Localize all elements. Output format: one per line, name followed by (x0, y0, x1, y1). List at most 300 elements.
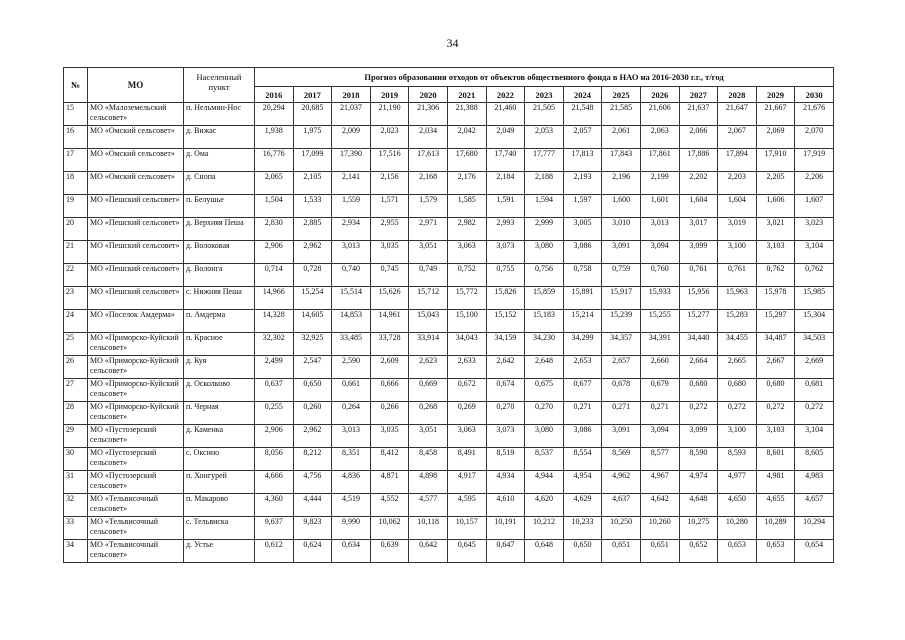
cell-value: 10,294 (795, 517, 834, 540)
cell-settlement: д. Куя (184, 356, 255, 379)
cell-value: 1,600 (602, 195, 641, 218)
cell-value: 9,823 (293, 517, 332, 540)
cell-value: 2,660 (640, 356, 679, 379)
cell-value: 15,978 (756, 287, 795, 310)
cell-value: 1,607 (795, 195, 834, 218)
cell-number: 21 (64, 241, 88, 264)
cell-value: 2,067 (718, 126, 757, 149)
cell-mo: МО «Приморско-Куйский сельсовет» (88, 356, 184, 379)
cell-value: 2,184 (486, 172, 525, 195)
cell-value: 0,648 (525, 540, 564, 563)
cell-value: 4,650 (718, 494, 757, 517)
cell-value: 2,069 (756, 126, 795, 149)
cell-value: 15,043 (409, 310, 448, 333)
cell-value: 3,019 (718, 218, 757, 241)
cell-mo: МО «Малоземельский сельсовет» (88, 103, 184, 126)
cell-value: 10,250 (602, 517, 641, 540)
header-year: 2024 (563, 87, 602, 103)
cell-value: 21,306 (409, 103, 448, 126)
cell-value: 0,271 (563, 402, 602, 425)
cell-value: 15,891 (563, 287, 602, 310)
cell-value: 21,460 (486, 103, 525, 126)
cell-value: 17,099 (293, 149, 332, 172)
cell-mo: МО «Пешский сельсовет» (88, 287, 184, 310)
cell-value: 2,057 (563, 126, 602, 149)
cell-value: 3,073 (486, 425, 525, 448)
cell-value: 0,752 (447, 264, 486, 287)
header-year: 2023 (525, 87, 564, 103)
cell-value: 10,275 (679, 517, 718, 540)
cell-value: 0,674 (486, 379, 525, 402)
cell-mo: МО «Поселок Амдерма» (88, 310, 184, 333)
cell-value: 3,100 (718, 241, 757, 264)
cell-value: 15,514 (332, 287, 371, 310)
cell-value: 34,391 (640, 333, 679, 356)
cell-value: 3,005 (563, 218, 602, 241)
cell-value: 2,906 (255, 425, 294, 448)
header-year: 2026 (640, 87, 679, 103)
table-row (64, 494, 834, 517)
cell-value: 2,547 (293, 356, 332, 379)
header-year: 2021 (447, 87, 486, 103)
table-row (64, 356, 834, 379)
cell-value: 0,680 (718, 379, 757, 402)
cell-value: 0,759 (602, 264, 641, 287)
cell-value: 0,272 (756, 402, 795, 425)
cell-value: 20,685 (293, 103, 332, 126)
cell-settlement: д. Каменка (184, 425, 255, 448)
cell-value: 10,118 (409, 517, 448, 540)
page-number: 34 (446, 36, 459, 50)
cell-value: 15,985 (795, 287, 834, 310)
cell-value: 2,168 (409, 172, 448, 195)
cell-value: 8,593 (718, 448, 757, 471)
cell-value: 8,056 (255, 448, 294, 471)
cell-value: 3,086 (563, 425, 602, 448)
cell-number: 31 (64, 471, 88, 494)
cell-value: 21,585 (602, 103, 641, 126)
cell-value: 33,485 (332, 333, 371, 356)
cell-value: 4,637 (602, 494, 641, 517)
cell-value: 4,981 (756, 471, 795, 494)
cell-value: 0,272 (679, 402, 718, 425)
table-row (64, 425, 834, 448)
cell-value: 3,051 (409, 425, 448, 448)
cell-number: 30 (64, 448, 88, 471)
cell-value: 8,605 (795, 448, 834, 471)
cell-mo: МО «Пустозерский сельсовет» (88, 448, 184, 471)
header-settlement: Населенный пункт (184, 68, 255, 103)
cell-value: 1,594 (525, 195, 564, 218)
table-row (64, 287, 834, 310)
cell-value: 1,559 (332, 195, 371, 218)
cell-value: 2,971 (409, 218, 448, 241)
cell-value: 3,104 (795, 425, 834, 448)
cell-value: 15,255 (640, 310, 679, 333)
cell-value: 2,667 (756, 356, 795, 379)
cell-mo: МО «Пешский сельсовет» (88, 195, 184, 218)
cell-value: 3,094 (640, 425, 679, 448)
cell-value: 8,577 (640, 448, 679, 471)
table-row (64, 310, 834, 333)
cell-value: 2,665 (718, 356, 757, 379)
cell-value: 0,740 (332, 264, 371, 287)
cell-value: 0,672 (447, 379, 486, 402)
cell-number: 19 (64, 195, 88, 218)
cell-value: 21,637 (679, 103, 718, 126)
cell-value: 3,104 (795, 241, 834, 264)
cell-value: 10,191 (486, 517, 525, 540)
cell-value: 0,650 (293, 379, 332, 402)
cell-value: 2,156 (370, 172, 409, 195)
table-row (64, 264, 834, 287)
cell-value: 34,357 (602, 333, 641, 356)
cell-value: 0,666 (370, 379, 409, 402)
cell-settlement: д. Волонга (184, 264, 255, 287)
cell-value: 33,914 (409, 333, 448, 356)
cell-value: 2,962 (293, 241, 332, 264)
cell-value: 17,613 (409, 149, 448, 172)
cell-value: 0,650 (563, 540, 602, 563)
cell-value: 4,666 (255, 471, 294, 494)
table-row (64, 218, 834, 241)
cell-value: 10,233 (563, 517, 602, 540)
cell-value: 3,035 (370, 425, 409, 448)
header-year: 2028 (718, 87, 757, 103)
cell-value: 2,053 (525, 126, 564, 149)
cell-value: 2,669 (795, 356, 834, 379)
cell-value: 2,042 (447, 126, 486, 149)
cell-mo: МО «Тельвисочный сельсовет» (88, 517, 184, 540)
cell-mo: МО «Тельвисочный сельсовет» (88, 494, 184, 517)
cell-value: 0,624 (293, 540, 332, 563)
cell-value: 2,193 (563, 172, 602, 195)
cell-value: 17,910 (756, 149, 795, 172)
cell-value: 15,183 (525, 310, 564, 333)
cell-value: 2,648 (525, 356, 564, 379)
cell-value: 4,917 (447, 471, 486, 494)
cell-value: 0,749 (409, 264, 448, 287)
cell-value: 21,647 (718, 103, 757, 126)
table-row (64, 172, 834, 195)
cell-value: 10,157 (447, 517, 486, 540)
cell-mo: МО «Приморско-Куйский сельсовет» (88, 402, 184, 425)
cell-value: 2,999 (525, 218, 564, 241)
cell-value: 14,966 (255, 287, 294, 310)
cell-value: 4,962 (602, 471, 641, 494)
cell-value: 4,954 (563, 471, 602, 494)
cell-number: 22 (64, 264, 88, 287)
cell-value: 2,176 (447, 172, 486, 195)
cell-value: 15,297 (756, 310, 795, 333)
cell-value: 4,642 (640, 494, 679, 517)
table-row (64, 103, 834, 126)
cell-value: 1,604 (718, 195, 757, 218)
cell-mo: МО «Приморско-Куйский сельсовет» (88, 379, 184, 402)
cell-value: 8,569 (602, 448, 641, 471)
cell-value: 21,667 (756, 103, 795, 126)
cell-number: 20 (64, 218, 88, 241)
cell-value: 2,203 (718, 172, 757, 195)
cell-value: 3,099 (679, 425, 718, 448)
cell-value: 3,091 (602, 425, 641, 448)
cell-value: 3,091 (602, 241, 641, 264)
cell-value: 17,843 (602, 149, 641, 172)
cell-settlement: с. Нижняя Пеша (184, 287, 255, 310)
cell-number: 17 (64, 149, 88, 172)
cell-value: 3,080 (525, 425, 564, 448)
cell-settlement: п. Макарово (184, 494, 255, 517)
cell-value: 8,412 (370, 448, 409, 471)
cell-value: 2,205 (756, 172, 795, 195)
cell-value: 0,651 (640, 540, 679, 563)
cell-value: 0,678 (602, 379, 641, 402)
header-year: 2016 (255, 87, 294, 103)
cell-value: 4,898 (409, 471, 448, 494)
cell-value: 15,859 (525, 287, 564, 310)
cell-value: 2,061 (602, 126, 641, 149)
cell-value: 0,760 (640, 264, 679, 287)
cell-value: 17,777 (525, 149, 564, 172)
cell-value: 3,013 (332, 241, 371, 264)
cell-value: 0,271 (602, 402, 641, 425)
cell-value: 32,925 (293, 333, 332, 356)
cell-value: 4,944 (525, 471, 564, 494)
cell-value: 8,601 (756, 448, 795, 471)
cell-value: 0,653 (756, 540, 795, 563)
cell-value: 0,272 (795, 402, 834, 425)
cell-number: 15 (64, 103, 88, 126)
cell-value: 0,270 (525, 402, 564, 425)
cell-value: 0,761 (718, 264, 757, 287)
cell-value: 3,063 (447, 241, 486, 264)
cell-value: 0,681 (795, 379, 834, 402)
cell-value: 15,963 (718, 287, 757, 310)
cell-value: 2,642 (486, 356, 525, 379)
cell-value: 0,661 (332, 379, 371, 402)
cell-value: 15,239 (602, 310, 641, 333)
cell-mo: МО «Пешский сельсовет» (88, 264, 184, 287)
header-year: 2029 (756, 87, 795, 103)
cell-value: 10,289 (756, 517, 795, 540)
cell-value: 0,255 (255, 402, 294, 425)
cell-value: 2,657 (602, 356, 641, 379)
cell-value: 20,294 (255, 103, 294, 126)
cell-value: 15,277 (679, 310, 718, 333)
cell-value: 17,516 (370, 149, 409, 172)
cell-value: 3,063 (447, 425, 486, 448)
cell-value: 3,013 (640, 218, 679, 241)
cell-value: 4,871 (370, 471, 409, 494)
cell-value: 0,758 (563, 264, 602, 287)
cell-value: 15,712 (409, 287, 448, 310)
cell-value: 15,933 (640, 287, 679, 310)
cell-value: 17,861 (640, 149, 679, 172)
cell-settlement: д. Устье (184, 540, 255, 563)
cell-value: 0,677 (563, 379, 602, 402)
cell-value: 2,202 (679, 172, 718, 195)
cell-value: 0,728 (293, 264, 332, 287)
cell-mo: МО «Пешский сельсовет» (88, 218, 184, 241)
cell-value: 2,009 (332, 126, 371, 149)
cell-value: 15,100 (447, 310, 486, 333)
cell-value: 1,504 (255, 195, 294, 218)
cell-value: 15,956 (679, 287, 718, 310)
cell-value: 21,606 (640, 103, 679, 126)
cell-mo: МО «Омский сельсовет» (88, 172, 184, 195)
cell-value: 2,070 (795, 126, 834, 149)
cell-value: 34,440 (679, 333, 718, 356)
header-mo: МО (88, 68, 184, 103)
header-number: № (64, 68, 88, 103)
cell-value: 1,579 (409, 195, 448, 218)
table-row (64, 448, 834, 471)
cell-value: 2,633 (447, 356, 486, 379)
cell-mo: МО «Пустозерский сельсовет» (88, 425, 184, 448)
cell-value: 3,023 (795, 218, 834, 241)
table-row (64, 195, 834, 218)
cell-value: 3,086 (563, 241, 602, 264)
cell-number: 24 (64, 310, 88, 333)
cell-value: 0,266 (370, 402, 409, 425)
header-year: 2019 (370, 87, 409, 103)
cell-value: 2,993 (486, 218, 525, 241)
cell-number: 27 (64, 379, 88, 402)
table-row (64, 241, 834, 264)
cell-value: 2,499 (255, 356, 294, 379)
cell-value: 10,062 (370, 517, 409, 540)
cell-value: 15,917 (602, 287, 641, 310)
cell-value: 2,962 (293, 425, 332, 448)
cell-value: 17,740 (486, 149, 525, 172)
cell-value: 2,653 (563, 356, 602, 379)
cell-value: 3,099 (679, 241, 718, 264)
cell-value: 8,351 (332, 448, 371, 471)
cell-value: 3,010 (602, 218, 641, 241)
cell-value: 4,974 (679, 471, 718, 494)
cell-value: 4,983 (795, 471, 834, 494)
cell-value: 14,605 (293, 310, 332, 333)
table-row (64, 540, 834, 563)
cell-value: 8,212 (293, 448, 332, 471)
cell-value: 10,260 (640, 517, 679, 540)
cell-settlement: п. Нельмин-Нос (184, 103, 255, 126)
cell-value: 1,606 (756, 195, 795, 218)
table-row (64, 379, 834, 402)
cell-value: 34,487 (756, 333, 795, 356)
cell-value: 2,955 (370, 218, 409, 241)
cell-value: 2,590 (332, 356, 371, 379)
cell-value: 2,934 (332, 218, 371, 241)
header-year: 2020 (409, 87, 448, 103)
waste-forecast-table (63, 67, 834, 563)
cell-settlement: с. Оксино (184, 448, 255, 471)
cell-value: 34,455 (718, 333, 757, 356)
cell-value: 2,066 (679, 126, 718, 149)
cell-value: 4,629 (563, 494, 602, 517)
cell-value: 1,604 (679, 195, 718, 218)
cell-value: 34,299 (563, 333, 602, 356)
cell-number: 33 (64, 517, 88, 540)
cell-value: 4,577 (409, 494, 448, 517)
cell-settlement: п. Черная (184, 402, 255, 425)
cell-mo: МО «Тельвисочный сельсовет» (88, 540, 184, 563)
cell-value: 2,885 (293, 218, 332, 241)
cell-value: 17,894 (718, 149, 757, 172)
cell-value: 4,648 (679, 494, 718, 517)
cell-value: 0,653 (718, 540, 757, 563)
cell-value: 0,762 (756, 264, 795, 287)
cell-value: 2,206 (795, 172, 834, 195)
cell-value: 33,728 (370, 333, 409, 356)
cell-value: 3,073 (486, 241, 525, 264)
cell-value: 2,199 (640, 172, 679, 195)
header-forecast-title: Прогноз образования отходов от объектов общественного фонда в НАО на 2016-2030 г.г., т/год (255, 68, 834, 87)
cell-value: 4,610 (486, 494, 525, 517)
cell-value: 3,051 (409, 241, 448, 264)
cell-settlement: д. Осколково (184, 379, 255, 402)
cell-value: 3,021 (756, 218, 795, 241)
cell-value: 3,035 (370, 241, 409, 264)
cell-mo: МО «Омский сельсовет» (88, 149, 184, 172)
table-row (64, 126, 834, 149)
cell-value: 1,591 (486, 195, 525, 218)
cell-value: 0,761 (679, 264, 718, 287)
cell-value: 0,270 (486, 402, 525, 425)
cell-value: 0,680 (679, 379, 718, 402)
cell-value: 3,017 (679, 218, 718, 241)
cell-value: 17,390 (332, 149, 371, 172)
cell-value: 15,283 (718, 310, 757, 333)
cell-value: 17,919 (795, 149, 834, 172)
cell-value: 4,552 (370, 494, 409, 517)
cell-value: 1,571 (370, 195, 409, 218)
cell-value: 2,830 (255, 218, 294, 241)
table-row (64, 333, 834, 356)
cell-settlement: д. Снопа (184, 172, 255, 195)
cell-value: 4,360 (255, 494, 294, 517)
cell-settlement: д. Вижас (184, 126, 255, 149)
cell-value: 9,637 (255, 517, 294, 540)
cell-value: 0,260 (293, 402, 332, 425)
cell-value: 4,934 (486, 471, 525, 494)
cell-value: 21,676 (795, 103, 834, 126)
cell-value: 14,328 (255, 310, 294, 333)
cell-number: 29 (64, 425, 88, 448)
cell-settlement: д. Волоковая (184, 241, 255, 264)
cell-settlement: д. Верхняя Пеша (184, 218, 255, 241)
cell-value: 14,853 (332, 310, 371, 333)
cell-value: 0,679 (640, 379, 679, 402)
cell-value: 3,080 (525, 241, 564, 264)
cell-value: 0,642 (409, 540, 448, 563)
cell-value: 4,756 (293, 471, 332, 494)
cell-value: 0,652 (679, 540, 718, 563)
cell-number: 23 (64, 287, 88, 310)
header-year: 2030 (795, 87, 834, 103)
cell-number: 26 (64, 356, 88, 379)
cell-value: 8,590 (679, 448, 718, 471)
table-row (64, 402, 834, 425)
cell-value: 15,772 (447, 287, 486, 310)
cell-value: 34,503 (795, 333, 834, 356)
cell-number: 18 (64, 172, 88, 195)
cell-value: 1,533 (293, 195, 332, 218)
cell-mo: МО «Приморско-Куйский сельсовет» (88, 333, 184, 356)
cell-value: 2,063 (640, 126, 679, 149)
cell-value: 34,159 (486, 333, 525, 356)
cell-value: 0,634 (332, 540, 371, 563)
